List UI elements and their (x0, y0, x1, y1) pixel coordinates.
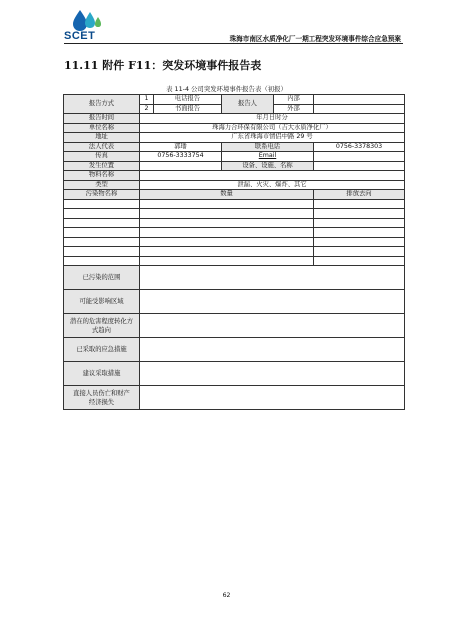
option-2-number: 2 (140, 104, 154, 114)
location-label: 发生位置 (64, 161, 140, 171)
destination-cell[interactable] (314, 218, 405, 228)
legal-rep-value: 郭璠 (140, 142, 222, 152)
quantity-cell[interactable] (140, 256, 314, 266)
destination-header: 排放去向 (314, 190, 405, 200)
document-header-title: 珠海市南区水质净化厂一期工程突发环境事件综合应急预案 (229, 35, 401, 43)
section-title: 11.11 附件 F11：突发环境事件报告表 (64, 59, 262, 72)
quantity-cell[interactable] (140, 218, 314, 228)
address-label: 地址 (64, 133, 140, 143)
address-value: 广东省珠海市情侣中路 29 号 (140, 133, 405, 143)
quantity-cell[interactable] (140, 199, 314, 209)
fax-label: 传真 (64, 152, 140, 162)
suggested-measures-value[interactable] (140, 362, 405, 386)
table-caption: 表 11-4 公司突发环境事件报告表（初报） (166, 85, 287, 93)
destination-cell[interactable] (314, 209, 405, 219)
page-number: 62 (222, 592, 231, 599)
internal-label: 内部 (274, 95, 314, 105)
pollutant-row[interactable] (64, 256, 140, 266)
destination-cell[interactable] (314, 237, 405, 247)
pollutant-row[interactable] (64, 209, 140, 219)
equipment-value[interactable] (314, 161, 405, 171)
destination-cell[interactable] (314, 247, 405, 257)
pollutant-row[interactable] (64, 237, 140, 247)
material-value[interactable] (140, 171, 405, 181)
destination-cell[interactable] (314, 228, 405, 238)
suggested-measures-label: 建议采取措施 (64, 362, 140, 386)
email-value[interactable] (314, 152, 405, 162)
pollutant-header: 污染物名称 (64, 190, 140, 200)
phone-label: 联系电话 (222, 142, 314, 152)
external-label: 外部 (274, 104, 314, 114)
option-1-number: 1 (140, 95, 154, 105)
casualties-label: 直接人员伤亡和财产经济损失 (64, 386, 140, 410)
quantity-cell[interactable] (140, 237, 314, 247)
unit-name-value: 珠海力合环保有限公司（吉大水质净化厂） (140, 123, 405, 133)
pollutant-row[interactable] (64, 228, 140, 238)
destination-cell[interactable] (314, 199, 405, 209)
legal-rep-label: 法人代表 (64, 142, 140, 152)
measures-taken-label: 已采取的应急措施 (64, 338, 140, 362)
unit-name-label: 单位名称 (64, 123, 140, 133)
quantity-header: 数量 (140, 190, 314, 200)
report-time-value: 年月日时分 (140, 114, 405, 124)
equipment-label: 设备、设施、名称 (222, 161, 314, 171)
internal-value[interactable] (314, 95, 405, 105)
destination-cell[interactable] (314, 256, 405, 266)
location-value[interactable] (140, 161, 222, 171)
email-label: Email (222, 152, 314, 162)
pollutant-row[interactable] (64, 247, 140, 257)
measures-taken-value[interactable] (140, 338, 405, 362)
pollutant-row[interactable] (64, 218, 140, 228)
pollutant-row[interactable] (64, 199, 140, 209)
written-report-option: 书面报告 (154, 104, 222, 114)
fax-value: 0756-3333754 (140, 152, 222, 162)
quantity-cell[interactable] (140, 209, 314, 219)
header-divider (64, 43, 403, 44)
logo-text: SCET (64, 30, 96, 42)
material-label: 物料名称 (64, 171, 140, 181)
hazard-level-value[interactable] (140, 314, 405, 338)
reporter-label: 报告人 (222, 95, 274, 114)
phone-value: 0756-3378303 (314, 142, 405, 152)
hazard-level-label: 潜在的危害程度转化方式趋向 (64, 314, 140, 338)
phone-report-option: 电话报告 (154, 95, 222, 105)
incident-report-table (63, 94, 405, 410)
affected-area-label: 可能受影响区域 (64, 290, 140, 314)
quantity-cell[interactable] (140, 228, 314, 238)
polluted-scope-label: 已污染的范围 (64, 266, 140, 290)
type-label: 类型 (64, 180, 140, 190)
casualties-value[interactable] (140, 386, 405, 410)
report-time-label: 报告时间 (64, 114, 140, 124)
polluted-scope-value[interactable] (140, 266, 405, 290)
affected-area-value[interactable] (140, 290, 405, 314)
quantity-cell[interactable] (140, 247, 314, 257)
report-method-label: 报告方式 (64, 95, 140, 114)
external-value[interactable] (314, 104, 405, 114)
type-value: 泄漏、火灾、爆炸、其它 (140, 180, 405, 190)
